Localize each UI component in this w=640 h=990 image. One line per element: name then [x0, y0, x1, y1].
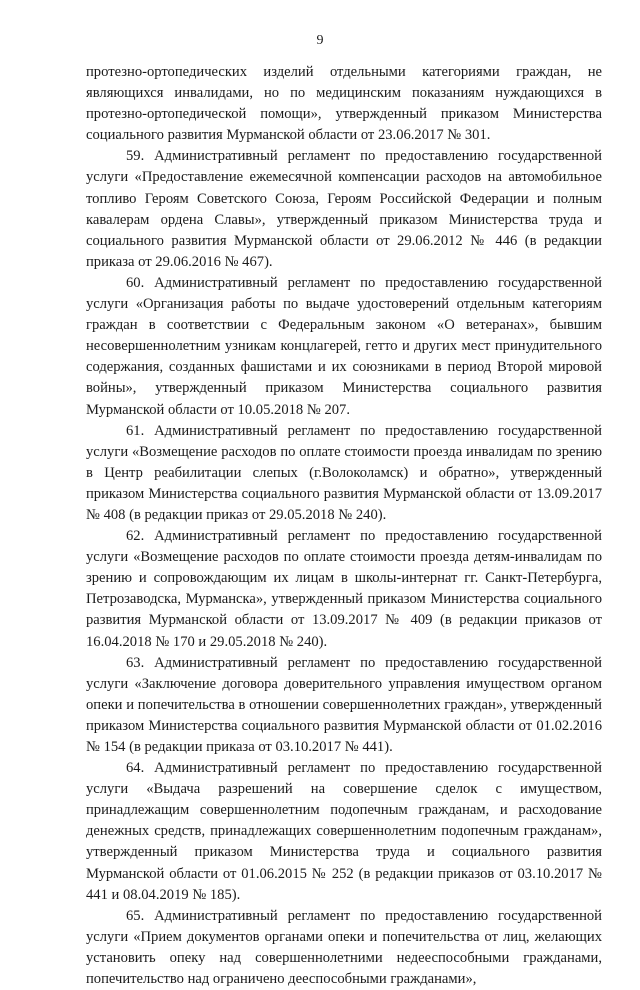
paragraph-item-63: 63. Административный регламент по предоставлению государственной услуги «Заключение договора доверительного управления имуществом органом опеки и попечительства в отношении совершеннолетних граждан», утвержденный приказом Министерства социального развития Мурманской области от 01.02.2016 № 154 (в редакции приказа от 03.10.2017 № 441).: [86, 654, 602, 755]
paragraph-item-61: 61. Административный регламент по предоставлению государственной услуги «Возмещение расходов по оплате стоимости проезда инвалидам по зрению в Центр реабилитации слепых (г.Волоколамск) и обратно», утвержденный приказом Министерства социального развития Мурманской области от 13.09.2017 № 408 (в редакции приказ от 29.05.2018 № 240).: [86, 422, 602, 523]
paragraph-item-59: 59. Административный регламент по предоставлению государственной услуги «Предоставление ежемесячной компенсации расходов на автомобильное топливо Героям Советского Союза, Героям Российской Федерации и полным кавалерам ордена Славы», утвержденный приказом Министерства труда и социального развития Мурманской области от 29.06.2012 № 446 (в редакции приказа от 29.06.2016 № 467).: [86, 148, 602, 270]
paragraph-continuation: протезно-ортопедических изделий отдельными категориями граждан, не являющихся инвалидами, но по медицинским показаниям нуждающихся в протезно-ортопедической помощи», утвержденный приказом Министерства социального развития Мурманской области от 23.06.2017 № 301.: [86, 64, 602, 144]
paragraph-item-65: 65. Административный регламент по предоставлению государственной услуги «Прием документов органами опеки и попечительства от лиц, желающих установить опеку над совершеннолетними недееспособными гражданами, попечительство над ограничено дееспособными гражданами»,: [86, 907, 602, 988]
paragraph-item-60: 60. Административный регламент по предоставлению государственной услуги «Организация работы по выдаче удостоверений отдельным категориям граждан в соответствии с Федеральным законом «О ветеранах», бывшим несовершеннолетним узникам концлагерей, гетто и других мест принудительного содержания, созданных фашистами и их союзниками в период Второй мировой войны», утвержденный приказом Министерства социального развития Мурманской области от 10.05.2018 № 207.: [86, 274, 602, 418]
paragraph-item-62: 62. Административный регламент по предоставлению государственной услуги «Возмещение расходов по оплате стоимости проезда детям-инвалидам по зрению и сопровождающим их лицам в школы-интернат гг. Санкт-Петербурга, Петрозаводска, Мурманска», утвержденный приказом Министерства социального развития Мурманской области от 13.09.2017 № 409 (в редакции приказов от 16.04.2018 № 170 и 29.05.2018 № 240).: [86, 528, 602, 650]
page-number: 9: [316, 33, 324, 48]
document-body: [86, 62, 602, 990]
paragraph-item-64: 64. Административный регламент по предоставлению государственной услуги «Выдача разрешений на совершение сделок с имуществом, принадлежащим совершеннолетним подопечным гражданам, и расходование денежных средств, принадлежащих совершеннолетним подопечным гражданам», утвержденный приказом Министерства труда и социального развития Мурманской области от 01.06.2015 № 252 (в редакции приказов от 03.10.2017 № 441 и 08.04.2019 № 185).: [86, 760, 602, 903]
